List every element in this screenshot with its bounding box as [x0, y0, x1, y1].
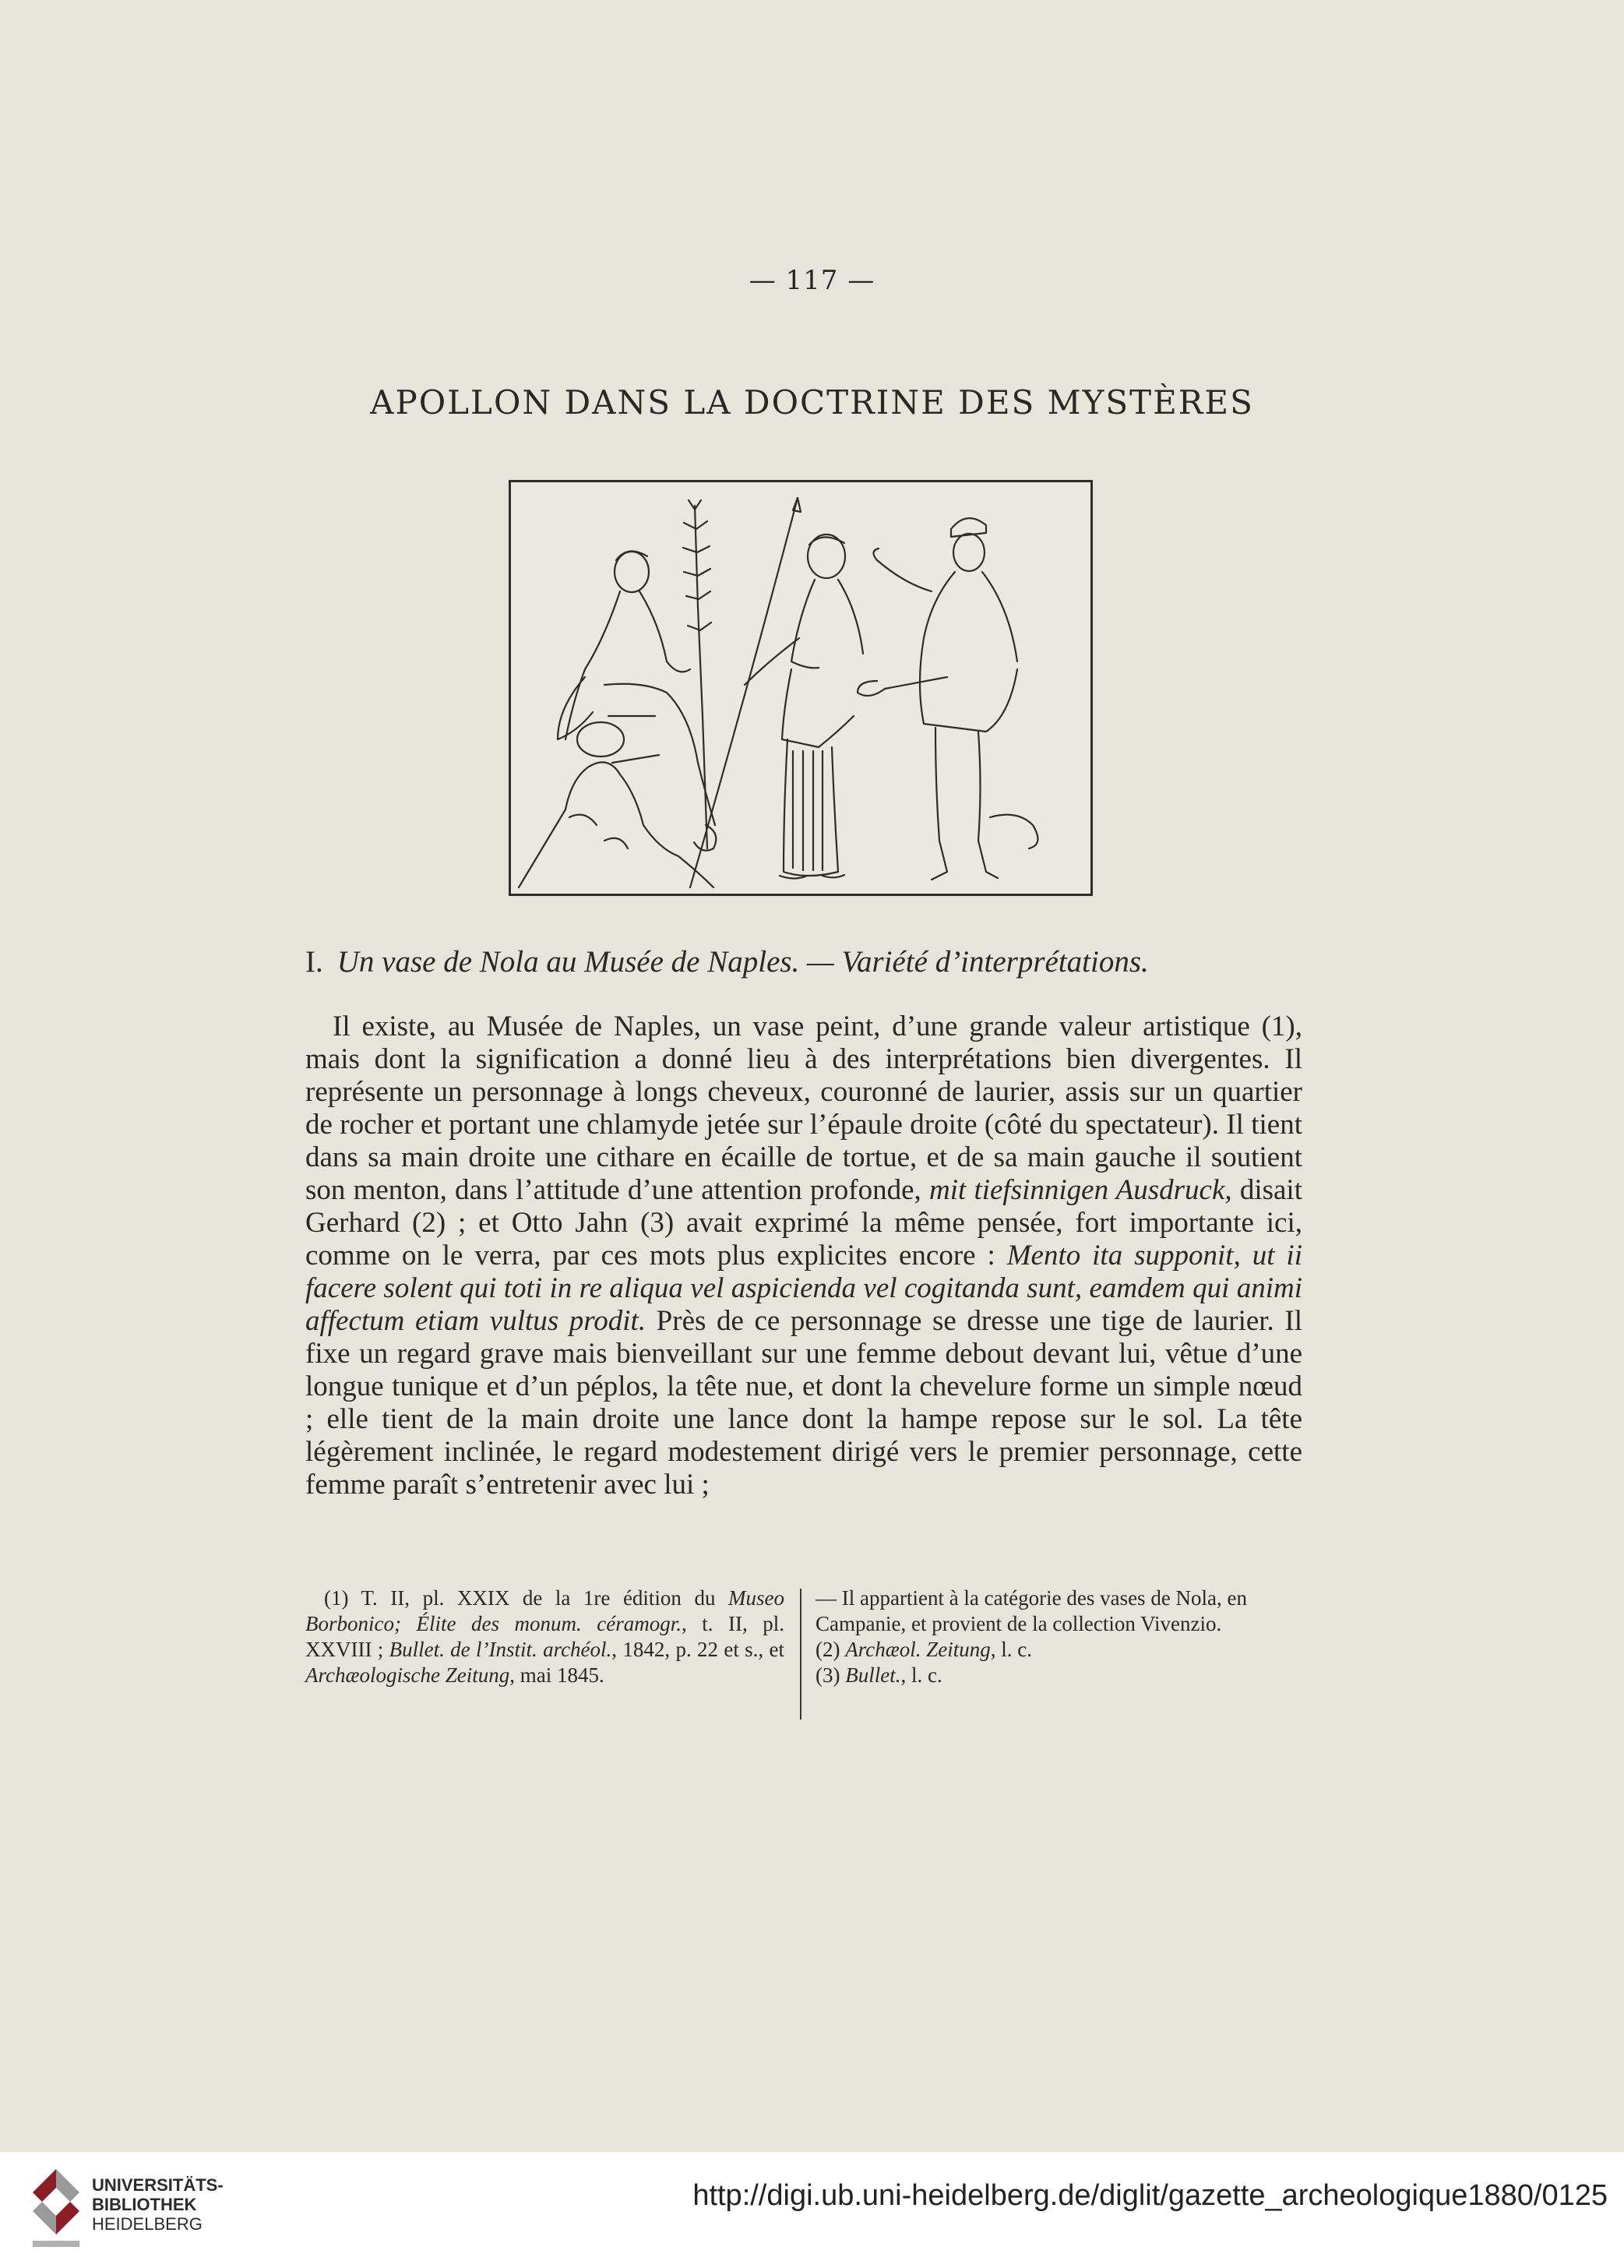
footnotes: [305, 1585, 1302, 1726]
hermes-figure: [858, 518, 1037, 880]
footnote-column-right: [816, 1585, 1302, 1688]
library-name: [92, 2175, 224, 2234]
article-title: APOLLON DANS LA DOCTRINE DES MYSTÈRES: [370, 383, 1254, 422]
library-name-line: UNIVERSITÄTS-: [92, 2175, 224, 2195]
library-name-line: BIBLIOTHEK: [92, 2195, 197, 2214]
footnote-citation: Bullet.: [845, 1663, 901, 1687]
section-number: I.: [305, 945, 323, 979]
footnote-1-continued: Campanie, et provient de la collection Vivenzio.: [816, 1612, 1222, 1635]
rock-drawing: [519, 762, 713, 887]
body-quote-latin: Mento ita supponit, ut ii facere solent qui toti in re aliqua vel aspicienda vel cogitanda sunt, eamdem qui animi affectum etiam vultus prodit.: [305, 1240, 1302, 1337]
footnote-text: , mai 1845.: [509, 1663, 604, 1687]
page-number: — 117 —: [749, 265, 875, 296]
footnote-text: , t. II, pl. XXVIII ;: [305, 1612, 784, 1661]
body-paragraph: [305, 1011, 1302, 1501]
footnote-divider: [800, 1589, 801, 1720]
footnote-citation: Museo Borbonico; Élite des monum. céramogr.: [305, 1586, 784, 1635]
body-quote-german: mit tiefsinnigen Ausdruck,: [928, 1174, 1232, 1206]
body-text-part: disait Gerhard (2) ; et Otto Jahn (3) avait exprimé la même pensée, fort importante ici, comme on le verra, par ces mots plus explicites encore :: [305, 1174, 1302, 1272]
body-text-part: Il existe, au Musée de Naples, un vase peint, d’une grande valeur artistique (1), mais dont la signification a donné lieu à des interprétations bien divergentes. Il représente un personnage à longs cheveux, couronné de laurier, assis sur un quartier de rocher et portant une chlamyde jetée sur l’épaule droite (côté du spectateur). Il tient dans sa main droite une cithare en écaille de tortue, et de sa main gauche il soutient son menton, dans l’attitude d’une attention profonde,: [305, 1011, 1302, 1206]
standing-woman-figure: [745, 534, 863, 879]
footnote-marker: (2): [816, 1638, 846, 1661]
footnote-citation: Archæol. Zeitung: [845, 1638, 991, 1661]
library-logo-icon: [26, 2166, 86, 2253]
footnote-citation: Bullet. de l’Instit. archéol.: [389, 1638, 612, 1661]
footnote-text: (1) T. II, pl. XXIX de la 1re édition du: [324, 1586, 729, 1610]
laurel-branch-drawing: [695, 506, 707, 848]
vase-illustration: [509, 480, 1093, 896]
footnote-citation: Archæologische Zeitung: [305, 1663, 510, 1687]
footnote-text: , l. c.: [990, 1638, 1032, 1661]
footnote-3: [816, 1663, 1302, 1688]
footnote-text: , 1842, p. 22 et s., et: [611, 1638, 784, 1661]
body-text-part: Près de ce personnage se dresse une tige de laurier. Il fixe un regard grave mais bienveillant sur une femme debout devant lui, vêtue d’une longue tunique et d’un péplos, la tête nue, et dont la chevelure forme un simple nœud ; elle tient de la main droite une lance dont la hampe repose sur le sol. La tête légèrement inclinée, le regard modestement dirigé vers le premier personnage, cette femme paraît s’entretenir avec lui ;: [305, 1305, 1302, 1501]
footnote-text: , l. c.: [900, 1663, 942, 1687]
footnote-2: [816, 1637, 1302, 1663]
footnote-1-continued: — Il appartient à la catégorie des vases de Nola, en: [816, 1586, 1248, 1610]
footnote-1: [305, 1585, 784, 1688]
spear-drawing: [690, 498, 798, 887]
footnote-marker: (3): [816, 1663, 846, 1687]
source-url-link[interactable]: http://digi.ub.uni-heidelberg.de/diglit/gazette_archeologique1880/0125: [692, 2179, 1608, 2212]
section-title: Un vase de Nola au Musée de Naples. — Variété d’interprétations.: [336, 945, 1149, 979]
section-heading: [305, 944, 1302, 979]
library-name-line: HEIDELBERG: [92, 2214, 203, 2234]
